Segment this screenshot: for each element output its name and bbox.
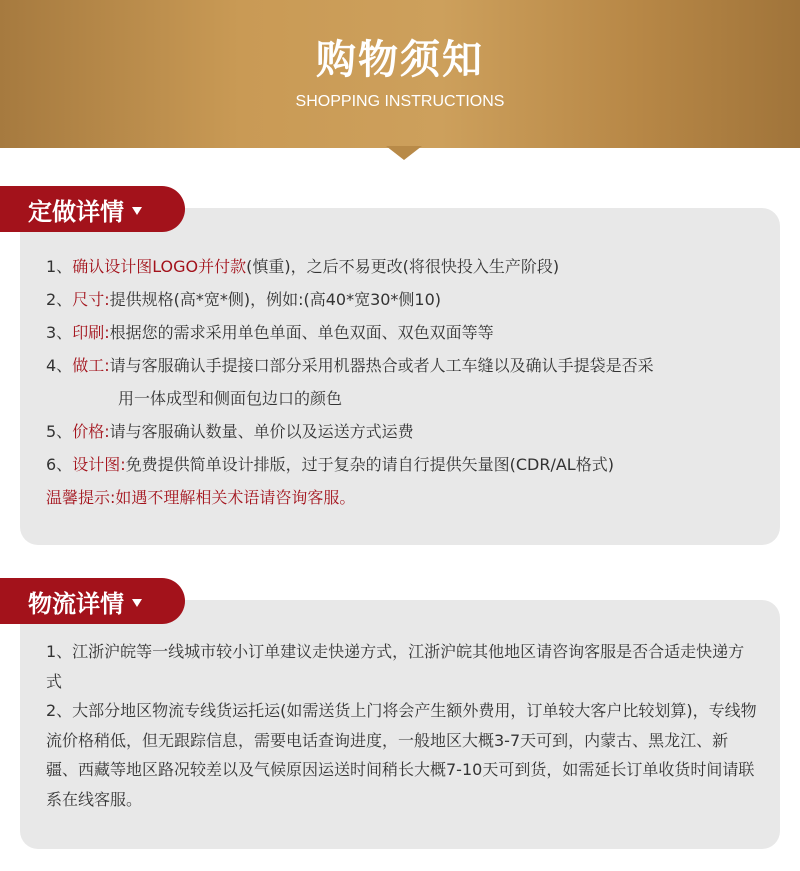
list-item: 4、做工:请与客服确认手提接口部分采用机器热合或者人工车缝以及确认手提袋是否采 xyxy=(46,356,654,375)
caret-down-icon xyxy=(132,207,142,215)
list-item: 1、确认设计图LOGO并付款(慎重)，之后不易更改(将很快投入生产阶段) xyxy=(46,257,560,276)
page-subtitle: SHOPPING INSTRUCTIONS xyxy=(295,93,505,110)
logistics-paragraph-1: 1、江浙沪皖等一线城市较小订单建议走快递方式，江浙沪皖其他地区请咨询客服是否合适走快递方式 xyxy=(46,642,745,691)
logistics-paragraph-2: 2、大部分地区物流专线货运托运(如需送货上门将会产生额外费用，订单较大客户比较划算)，专线物流价格稍低，但无跟踪信息，需要电话查询进度，一般地区大概3-7天可到，内蒙古、黑龙江、新疆、西藏等地区路况较差以及气候原因运送时间稍长大概7-10天可到货，如需延长订单收货时间请联系在线客服。 xyxy=(46,701,757,809)
custom-details-list xyxy=(46,250,756,514)
list-item: 3、印刷:根据您的需求采用单色单面、单色双面、双色双面等等 xyxy=(46,323,494,342)
custom-details-tab xyxy=(0,186,185,232)
list-item: 6、设计图:免费提供简单设计排版，过于复杂的请自行提供矢量图(CDR/AL格式) xyxy=(46,455,614,474)
custom-details-heading: 定做详情 xyxy=(28,197,124,226)
list-item: 2、尺寸:提供规格(高*宽*侧)，例如:(高40*宽30*侧10) xyxy=(46,290,442,309)
warm-tip-note: 温馨提示:如遇不理解相关术语请咨询客服。 xyxy=(46,488,356,507)
list-item-continuation: 用一体成型和侧面包边口的颜色 xyxy=(118,389,343,408)
caret-down-icon xyxy=(132,599,142,607)
logistics-details-heading: 物流详情 xyxy=(28,589,124,618)
logistics-details-tab xyxy=(0,578,185,624)
header-banner xyxy=(0,0,800,148)
page-title: 购物须知 xyxy=(316,37,484,83)
list-item: 5、价格:请与客服确认数量、单价以及运送方式运费 xyxy=(46,422,414,441)
banner-notch xyxy=(386,146,422,160)
